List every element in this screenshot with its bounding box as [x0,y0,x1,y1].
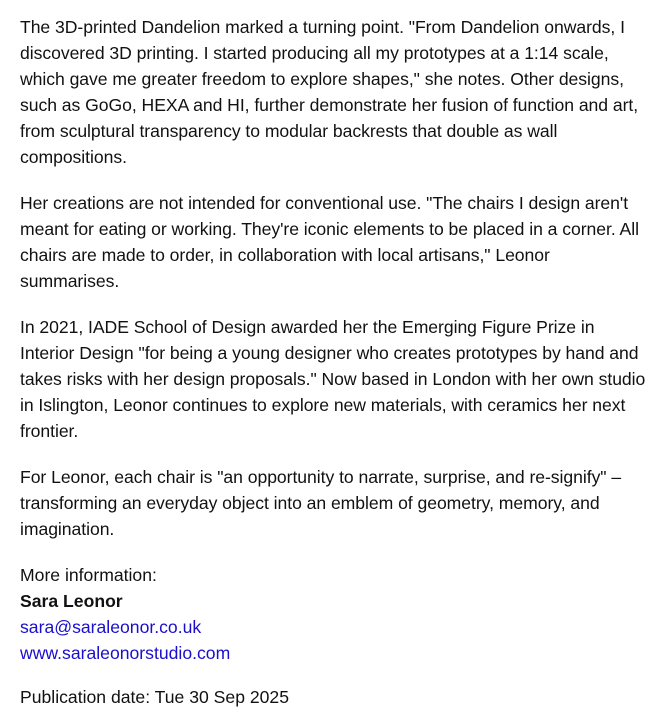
publication-date: Publication date: Tue 30 Sep 2025 [20,687,290,707]
paragraph-conclusion: For Leonor, each chair is "an opportunity to narrate, surprise, and re-signify" – transforming an everyday object into an emblem of geometry, memory, and imagination. [20,467,622,539]
paragraph-creations: Her creations are not intended for conventional use. "The chairs I design aren't meant for eating or working. They're iconic elements to be placed in a corner. All chairs are made to order, in collaboration with local artisans," Leonor summarises. [20,193,639,291]
contact-website-link[interactable]: www.saraleonorstudio.com [20,643,231,663]
contact-heading: More information: [20,565,157,585]
contact-block [20,562,648,666]
contact-email-link[interactable]: sara@saraleonor.co.uk [20,617,202,637]
contact-name: Sara Leonor [20,591,123,611]
paragraph-dandelion: The 3D-printed Dandelion marked a turning point. "From Dandelion onwards, I discovered 3D printing. I started producing all my prototypes at a 1:14 scale, which gave me greater freedom to explore shapes," she notes. Other designs, such as GoGo, HEXA and HI, further demonstrate her fusion of function and art, from sculptural transparency to modular backrests that double as wall compositions. [20,17,639,167]
paragraph-award: In 2021, IADE School of Design awarded her the Emerging Figure Prize in Interior Design "for being a young designer who creates prototypes by hand and takes risks with her design proposals." Now based in London with her own studio in Islington, Leonor continues to explore new materials, with ceramics her next frontier. [20,317,646,441]
